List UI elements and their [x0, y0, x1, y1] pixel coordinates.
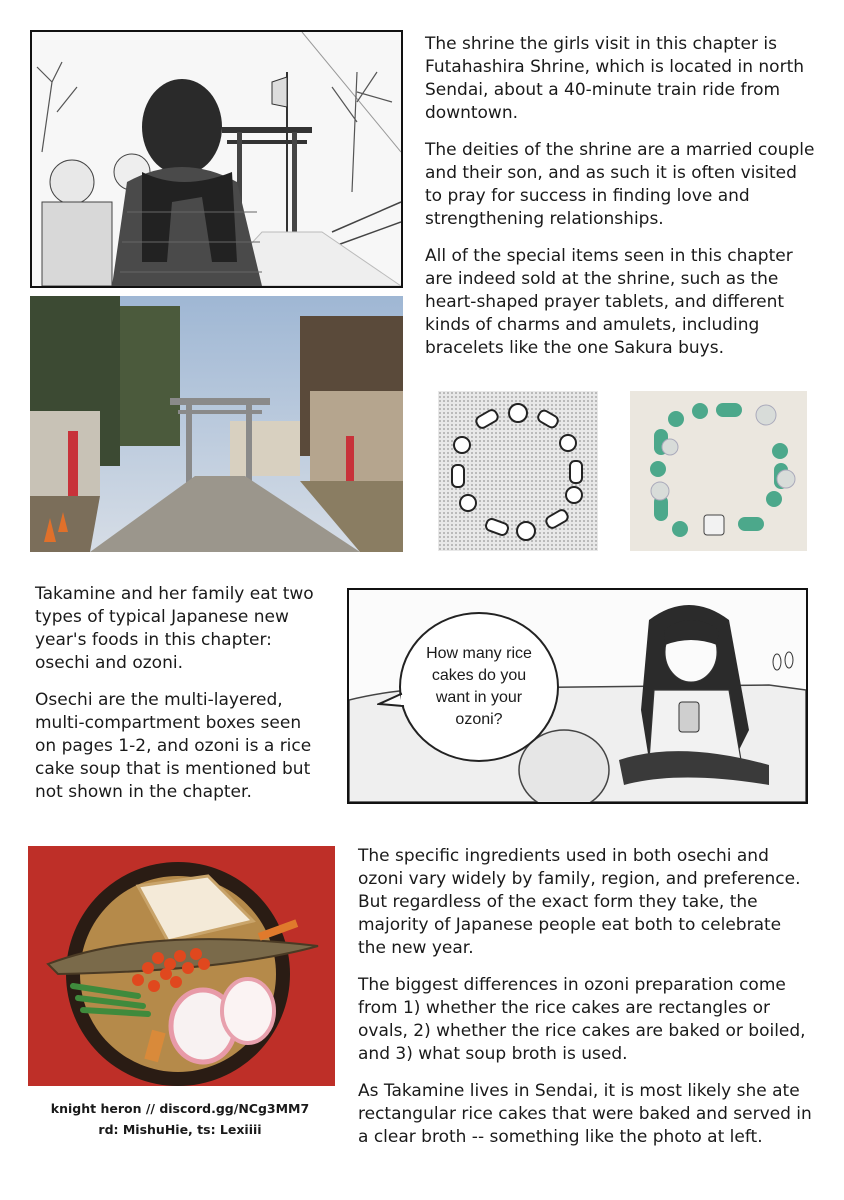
ozoni-paragraph-1: The specific ingredients used in both osechi and ozoni vary widely by family, region, and preference. But regardless of the exact form they take, the majority of Japanese people eat both to celebrate the new year.: [358, 846, 801, 958]
shrine-paragraph-2: The deities of the shrine are a married couple and their son, and as such it is often visited to pray for success in finding love and strengthening relationships.: [425, 140, 815, 229]
bracelet-sketch-illustration: [438, 391, 598, 551]
ozoni-paragraph-3: As Takamine lives in Sendai, it is most likely she ate rectangular rice cakes that were baked and served in a clear broth -- something like the photo at left.: [358, 1081, 812, 1147]
speech-bubble-tail: [377, 692, 407, 712]
shrine-paragraph-3: All of the special items seen in this chapter are indeed sold at the shrine, such as the heart-shaped prayer tablets, and different kinds of charms and amulets, including bracelets like the one Sakura buys.: [425, 246, 793, 358]
manga-panel-ozoni-question: [347, 588, 808, 804]
credits: [20, 1098, 340, 1140]
credits-line-1: knight heron // discord.gg/NCg3MM7: [50, 1101, 310, 1116]
ozoni-photo-illustration: [28, 846, 335, 1086]
ozoni-description: [358, 845, 814, 1163]
bracelet-photo: [630, 391, 807, 551]
bracelet-sketch: [438, 391, 598, 551]
credits-line-2: rd: MishuHie, ts: Lexiiii: [98, 1122, 262, 1137]
shrine-street-illustration: [32, 32, 401, 286]
food-description: [35, 583, 325, 818]
ozoni-photo: [28, 846, 335, 1086]
ozoni-paragraph-2: The biggest differences in ozoni preparation come from 1) whether the rice cakes are rectangles or ovals, 2) whether the rice cakes are baked or boiled, and 3) what soup broth is used.: [358, 975, 806, 1064]
manga-panel-shrine-street: [30, 30, 403, 288]
speech-bubble-text: How many rice cakes do you want in your ozoni?: [426, 645, 532, 728]
speech-bubble: [399, 612, 559, 762]
food-paragraph-2: Osechi are the multi-layered, multi-compartment boxes seen on pages 1-2, and ozoni is a rice cake soup that is mentioned but not shown in the chapter.: [35, 690, 312, 802]
shrine-description: [425, 33, 815, 374]
shrine-photo-illustration: [30, 296, 403, 552]
bracelet-photo-illustration: [630, 391, 807, 551]
shrine-paragraph-1: The shrine the girls visit in this chapter is Futahashira Shrine, which is located in north Sendai, about a 40-minute train ride from downtown.: [425, 34, 805, 123]
shrine-photo: [30, 296, 403, 552]
food-paragraph-1: Takamine and her family eat two types of typical Japanese new year's foods in this chapter: osechi and ozoni.: [35, 584, 314, 673]
